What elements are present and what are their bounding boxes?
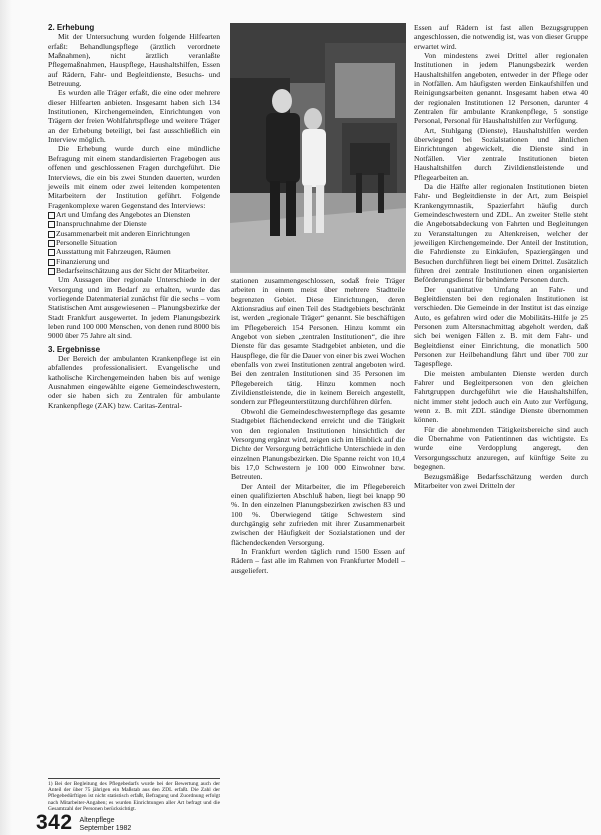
column-right xyxy=(414,23,588,490)
paragraph-halfte: Da die Hälfte aller regionalen Institutionen bieten Fahr- und Begleitdienste in der Art, zum Beispiel Krankengymnastik, Spazierfahrt häufig durch Gemeindeschwestern und ZDL. An zweiter Stelle steht die Angebotsabdeckung von Fahrten und Begleitungen zu Veranstaltungen zu Altenkreisen, welcher der jeweiligen Kirchengemeinde. Der Anteil der Institution, die Fahrdienste zu Einkäufen, Spaziergängen und Besuchen durchführen liegt bei einem Drittel. Zusätzlich führen drei zentrale Institutionen einen organisierten Beförderungsdienst für behinderte Personen durch. xyxy=(414,181,588,285)
paragraph-bezugs: Bezugsmäßige Bedarfsschätzung werden durch Mitarbeiter von zwei Dritteln der xyxy=(414,471,588,490)
photo-illustration xyxy=(230,23,406,273)
paragraph-bereich: Der Bereich der ambulanten Krankenpflege ist ein abfallendes professionalisiert. Evangelische und katholische Kirchengemeinden haben bis auf wenige Ausnahmen eingewählte eigene Gemeindeschwestern, oder sie haben sich zu Zentralen für ambulante Krankenpflege (ZAK) bzw. Caritas-Zentral- xyxy=(48,354,220,410)
journal-name: Altenpflege xyxy=(79,817,115,824)
section-heading-ergebnisse: 3. Ergebnisse xyxy=(48,344,101,354)
paragraph-quantitativ: Der quantitative Umfang an Fahr- und Begleitdiensten bei den regionalen Institutionen ist verschieden. Die Gemeinde in der Institut ist das einzige Auto, es gefahren wird oder die Mobilitäts-Hilfe je 25 Personen zum Altersnachmittag abgeholt werden, daß sich bei wenigen Fällen z. B. mit dem Fahr- und Begleitdienst einer Einrichtung, die monatlich 500 Personen zur Heilbehandlung fährt und über 700 zur Tagespflege. xyxy=(414,284,588,369)
paragraph-fur: Für die abnehmenden Tätigkeitsbereiche sind auch die Übernahme von Patientinnen das wichtigste. Es wurde eine Verdopplung angeregt, den Versorgungsschutz anzuregen, auf künftige Seite zu begegnen. xyxy=(414,424,588,472)
list-item: Zusammenarbeit mit anderen Einrichtungen xyxy=(48,229,220,238)
paragraph-essen: Essen auf Rädern ist fast allen Bezugsgruppen angeschlossen, die notwendig ist, was von dieser Gruppe erwartet wird. xyxy=(414,23,588,51)
paragraph-erhebung: Die Erhebung wurde durch eine mündliche Befragung mit einem standardisierten Fragebogen aus offenen und geschlossenen Fragen durchgeführt. Die Interviews, die ein bis zwei Stunden dauerten, wurden jeweils mit einem oder zwei leitenden kompetenten Mitarbeitern der Institution geführt. Folgende Fragenkomplexe waren Gegenstand des Interviews: xyxy=(48,144,220,210)
list-item: Art und Umfang des Angebotes an Diensten xyxy=(48,210,220,219)
page-footer xyxy=(36,812,131,833)
journal-info xyxy=(80,817,132,833)
list-item: Finanzierung und xyxy=(48,257,220,266)
paragraph-aussagen: Um Aussagen über regionale Unterschiede in der Versorgung und im Bedarf zu erhalten, wurde das vorliegende Datenmaterial zunächst für die sechs – vom Statistischen Amt ausgewiesenen – Planungsbezirke der Stadt Frankfurt ausgewertet. In jedem Planungsbezirk leben rund 100 000 Menschen, von denen rund 8000 bis 9000 über 75 Jahre alt sind. xyxy=(48,275,220,341)
paragraph-von: Von mindestens zwei Drittel aller regionalen Institutionen in jedem Planungsbezirk werden Haushaltshilfen angeboten, entweder in der Pflege oder in Notfällen. Am häufigsten werden Einkaufshilfen und Reinigungsarbeiten genannt. Insgesamt haben etwa 40 der regionalen Institutionen 12 Personen, darunter 4 Zentralen für ambulante Krankenpflege, 5 sonstige Personal, Personal für Haushaltshilfen zur Verfügung. xyxy=(414,51,588,126)
paragraph-anteil: Der Anteil der Mitarbeiter, die im Pflegebereich einen qualifizierten Abschluß haben, liegt bei knapp 90 %. In den einzelnen Planungsbezirken zwischen 83 und 100 %. Überwiegend tätige Schwestern sind durchgängig sehr zufrieden mit ihrer Zusammenarbeit zwischen der Häufigkeit der Sozialstationen und der flächendeckenden Versorgung. xyxy=(231,481,405,547)
article-photo xyxy=(230,23,406,273)
paragraph-intro: Mit der Untersuchung wurden folgende Hilfearten erfaßt: Behandlungspflege (ärztlich verordnete Maßnahmen), nicht ärztlich veranlaßte Pflegemaßnahmen, Hauspflege, Haushaltshilfen, Essen auf Rädern, Fahr- und Begleitdienste, Besuchs- und Betreuung. xyxy=(48,32,220,89)
list-item: Bedarfseinschätzung aus der Sicht der Mitarbeiter. xyxy=(48,266,220,275)
scan-edge-shadow xyxy=(0,0,12,835)
column-left xyxy=(48,23,220,410)
paragraph-trager: Es wurden alle Träger erfaßt, die eine oder mehrere dieser Hilfearten anbieten. Insgesamt haben sich 134 Institutionen, Kirchengemeinden, Einrichtungen von Trägern der freien Wohlfahrtspflege und weitere Träger an der Erhebung beteiligt, bei fast ausschließlich ein Interview möglich. xyxy=(48,88,220,145)
paragraph-frankfurt: In Frankfurt werden täglich rund 1500 Essen auf Rädern – fast alle im Rahmen von Frankfurter Modell – ausgeliefert. xyxy=(231,546,405,575)
paragraph-dienst: Die meisten ambulanten Dienste werden durch Fahrer und Begleitpersonen von den gleichen Fahrtgruppen durchgeführt wie die Haushaltshilfen, nicht immer steht jedoch auch ein Auto zur Verfügung, wenn z. B. mit ZDL ständige Dienste übernommen können. xyxy=(414,368,588,425)
list-item: Ausstattung mit Fahrzeugen, Räumen xyxy=(48,247,220,256)
paragraph-gemeinde: Obwohl die Gemeindeschwesternpflege das gesamte Stadtgebiet flächendeckend erreicht und die Tätigkeit von den regionalen Institutionen hinsichtlich der Versorgung ergänzt wird, zeigen sich im Hinblick auf die Dichte der Versorgung beträchtliche Unterschiede in den einzelnen Planungsbezirken. Die Spanne reicht von 10,4 bis 17,0 Schwestern je 100 000 Einwohner bzw. Betreuten. xyxy=(231,406,405,482)
paragraph-stationen: stationen zusammengeschlossen, sodaß freie Träger arbeiten in einem meist über mehrere Stadtteile begrenzten Gebiet. Diese Einrichtungen, deren Aktionsradius auf einen Teil des Stadtgebiets beschränkt ist, werden „regionale Träger“ genannt. Sie beschäftigen im Pflegebereich 154 Personen. Hinzu kommt ein Angebot von sieben „zentralen Institutionen“, die ihre Dienste für das gesamte Stadtgebiet anbieten, und die Hauspflege, die für die Dauer von einer bis zwei Wochen ebenfalls von zwei Institutionen zentral angeboten wird. Bei den zentralen Institutionen sind 35 Personen im Pflegebereich tätig. Hinzu kommen noch Zivildienstleistende, die in keinem Bereich angestellt, sondern zur Pflegeunterstützung durchführen dürfen. xyxy=(231,276,405,407)
footnote: 1) Bei der Begleitung des Pflegebedarfs wurde bei der Bewertung auch der Anteil der über 75 jährigen ein Maßstab aus den ZDL erfaßt. Die Zahl der Pflegebedürftigen ist nicht statistisch erfaßt, Befragung und Zuordnung erfolgt nach Mitarbeiter-Angaben; es wurden Einrichtungen aller Art befragt und die Gesamtzahl der Personen berücksichtigt. xyxy=(48,778,220,812)
list-item: Personelle Situation xyxy=(48,238,220,247)
issue-date: September 1982 xyxy=(79,825,132,832)
list-item: Inanspruchnahme der Dienste xyxy=(48,219,220,228)
column-middle xyxy=(231,276,405,575)
question-list xyxy=(48,210,220,275)
paragraph-art: Art, Stuhlgang (Dienste), Haushaltshilfen werden überwiegend bei Sozialstationen und ähnlichen Einrichtungen abgewickelt, die Dienste sind in Notfällen. Vier zentrale Institutionen bieten Haushaltshilfen durch Zivildienstleistende und Pflegearbeiten an. xyxy=(414,125,588,182)
section-heading-erhebung: 2. Erhebung xyxy=(48,23,95,32)
page-number: 342 xyxy=(36,811,73,834)
